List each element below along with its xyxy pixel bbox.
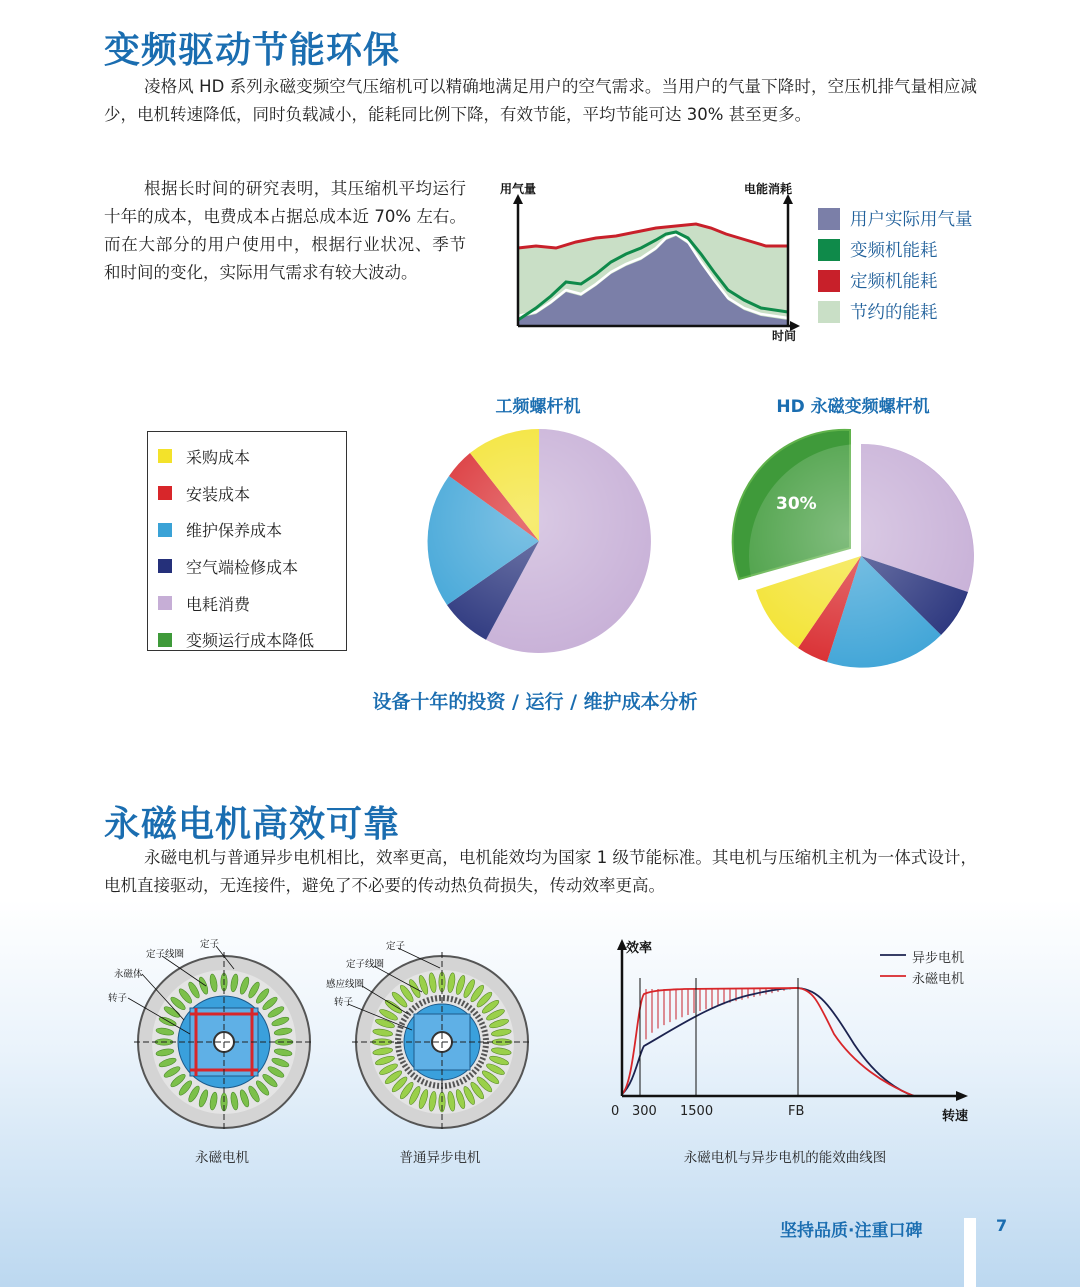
pm-label-stator: 定子 [200, 939, 220, 950]
legend-label: 电耗消费 [186, 594, 251, 614]
y-left-axis-label: 用气量 [500, 182, 537, 196]
legend-item-fixed-frequency [818, 265, 973, 296]
pm-motor-caption: 永磁电机 [195, 1150, 249, 1166]
legend-swatch [158, 596, 172, 610]
pm-motor-curve [622, 988, 914, 1096]
legend-swatch [158, 523, 172, 537]
pm-label-rotor: 转子 [108, 993, 128, 1004]
cost-legend-item [158, 548, 336, 585]
cost-legend-item [158, 438, 336, 475]
tick-fb: FB [788, 1104, 805, 1119]
left-pie-title: 工频螺杆机 [495, 397, 581, 417]
footer-bar [964, 1218, 976, 1287]
legend-label: 变频运行成本降低 [186, 631, 315, 651]
legend-label: 安装成本 [186, 484, 251, 504]
pm-motor-diagram [106, 934, 316, 1134]
savings-percent-label: 30% [776, 494, 817, 514]
legend-pm-motor: 永磁电机 [912, 972, 965, 987]
efficiency-chart [604, 934, 984, 1124]
cost-legend-item [158, 511, 336, 548]
legend-item-user-demand [818, 203, 973, 234]
energy-area-chart-svg [496, 178, 806, 343]
x-axis-label: 时间 [772, 329, 797, 343]
efficiency-chart-caption: 永磁电机与异步电机的能效曲线图 [683, 1150, 887, 1166]
cost-legend-item [158, 585, 336, 622]
tick-300: 300 [632, 1104, 657, 1119]
section2-title: 永磁电机高效可靠 [104, 804, 401, 845]
cost-legend-item [158, 475, 336, 512]
cost-legend [147, 431, 347, 651]
async-motor-diagram [322, 934, 532, 1134]
async-label-rotor: 转子 [334, 997, 354, 1008]
pie-caption: 设备十年的投资 / 运行 / 维护成本分析 [372, 691, 698, 713]
legend-label: 空气端检修成本 [186, 557, 299, 577]
left-pie-chart [420, 424, 658, 660]
right-pie-title: HD 永磁变频螺杆机 [776, 397, 930, 417]
legend-label: 维护保养成本 [186, 521, 283, 541]
page-number: 7 [996, 1216, 1008, 1235]
right-pie-chart [730, 424, 980, 670]
section1-paragraph-1: 凌格风 HD 系列永磁变频空气压缩机可以精确地满足用户的空气需求。当用户的气量下降时，空压机排气量相应减少，电机转速降低，同时负载减小，能耗同比例下降，有效节能，平均节能可达 30% 甚至更多。 [104, 77, 977, 124]
legend-label: 定频机能耗 [850, 272, 938, 292]
legend-swatch [818, 270, 840, 292]
legend-async-motor: 异步电机 [912, 951, 965, 966]
async-label-induction: 感应线圈 [326, 979, 365, 990]
efficiency-x-label: 转速 [942, 1109, 969, 1124]
legend-swatch [158, 449, 172, 463]
legend-swatch [818, 239, 840, 261]
efficiency-y-label: 效率 [626, 941, 653, 956]
y-right-axis-label: 电能消耗 [744, 182, 793, 196]
legend-item-saved-energy [818, 296, 973, 327]
legend-label: 采购成本 [186, 447, 251, 467]
legend-swatch [158, 486, 172, 500]
area-chart-legend [818, 203, 973, 327]
cost-legend-item [158, 621, 336, 658]
legend-swatch [818, 301, 840, 323]
async-motor-caption: 普通异步电机 [399, 1150, 481, 1166]
async-motor-curve [622, 988, 914, 1096]
legend-swatch [158, 559, 172, 573]
energy-area-chart [496, 178, 806, 343]
async-label-coil: 定子线圈 [346, 959, 385, 970]
legend-label: 节约的能耗 [850, 303, 938, 323]
legend-label: 变频机能耗 [850, 241, 938, 261]
section1-paragraph-2: 根据长时间的研究表明，其压缩机平均运行十年的成本，电费成本占据总成本近 70% 左右。而在大部分的用户使用中，根据行业状况、季节和时间的变化，实际用气需求有较大波动。 [104, 179, 466, 282]
legend-swatch [158, 633, 172, 647]
pm-label-coil: 定子线圈 [146, 949, 185, 960]
legend-item-variable-frequency [818, 234, 973, 265]
legend-label: 用户实际用气量 [850, 210, 973, 230]
async-label-stator: 定子 [386, 941, 406, 952]
footer-slogan: 坚持品质·注重口碑 [780, 1221, 923, 1241]
tick-1500: 1500 [680, 1104, 714, 1119]
section1-title: 变频驱动节能环保 [104, 30, 401, 71]
section2-paragraph: 永磁电机与普通异步电机相比，效率更高，电机能效均为国家 1 级节能标准。其电机与压缩机主机为一体式设计，电机直接驱动，无连接件，避免了不必要的传动热负荷损失，传动效率更高。 [104, 848, 977, 895]
pm-label-magnet: 永磁体 [114, 969, 143, 980]
legend-swatch [818, 208, 840, 230]
tick-0: 0 [611, 1104, 620, 1119]
